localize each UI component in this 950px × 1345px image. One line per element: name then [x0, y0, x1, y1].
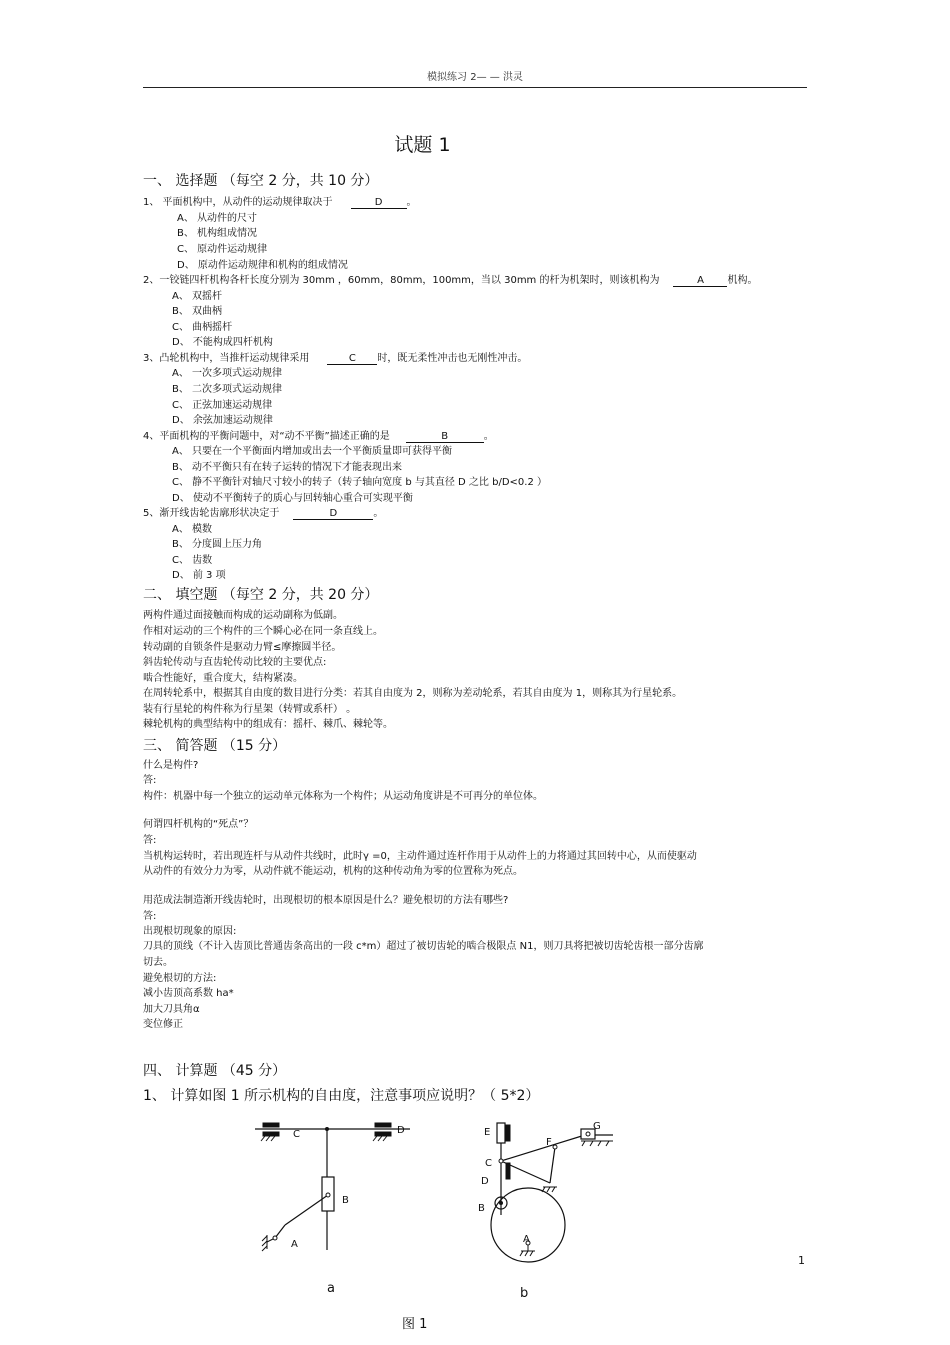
- question-3-text: 3、凸轮机构中，当推杆运动规律采用: [143, 353, 310, 364]
- short-answer-line: 从动件的有效分力为零，从动件就不能运动，机构的这种传动角为零的位置称为死点。: [143, 866, 523, 877]
- page-number: 1: [798, 1254, 805, 1267]
- question-3-end: 时，既无柔性冲击也无刚性冲击。: [377, 353, 528, 364]
- short-answer-line: 什么是构件?: [143, 760, 199, 771]
- option: D、 使动不平衡转子的质心与回转轴心重合可实现平衡: [172, 493, 413, 504]
- fill-line: 斜齿轮传动与直齿轮传动比较的主要优点:: [143, 657, 327, 668]
- short-answer-line: 避免根切的方法:: [143, 973, 217, 984]
- question-1-text: 1、 平面机构中，从动件的运动规律取决于: [143, 197, 333, 208]
- option: B、 分度圆上压力角: [172, 539, 263, 550]
- question-2: [143, 271, 757, 287]
- option: B、 双曲柄: [172, 306, 223, 317]
- option: C、 曲柄摇杆: [172, 322, 233, 333]
- option: B、 二次多项式运动规律: [172, 384, 283, 395]
- option: A、 模数: [172, 524, 213, 535]
- short-answer-line: 答:: [143, 911, 157, 922]
- short-answer-line: 当机构运转时，若出现连杆与从动件共线时，此时γ =0，主动件通过连杆作用于从动件上的力将通过其回转中心，从而使驱动: [143, 851, 697, 862]
- subfigure-a-label: a: [327, 1281, 335, 1296]
- question-4-end: 。: [483, 431, 494, 442]
- mechanism-a-diagram: [255, 1115, 415, 1260]
- label-c: C: [293, 1129, 300, 1140]
- subfigure-b-label: b: [520, 1286, 529, 1301]
- question-5-answer: D: [293, 508, 373, 520]
- short-answer-line: 答:: [143, 835, 157, 846]
- label-d: D: [397, 1125, 405, 1136]
- question-5-text: 5、渐开线齿轮齿廓形状决定于: [143, 508, 280, 519]
- label-a: A: [523, 1234, 530, 1245]
- joint-c: [325, 1127, 329, 1131]
- short-answer-line: 用范成法制造渐开线齿轮时，出现根切的根本原因是什么？避免根切的方法有哪些?: [143, 895, 509, 906]
- label-d: D: [481, 1176, 489, 1187]
- option: D、 前 3 项: [172, 570, 226, 581]
- section-2-heading: 二、 填空题 （每空 2 分，共 20 分）: [143, 587, 379, 603]
- section-1-heading: 一、 选择题 （每空 2 分，共 10 分）: [143, 173, 379, 189]
- option: D、 余弦加速运动规律: [172, 415, 273, 426]
- question-3: [143, 349, 527, 365]
- short-answer-line: 刀具的顶线（不计入齿顶比普通齿条高出的一段 c*m）超过了被切齿轮的啮合极限点 N1，则刀具将把被切齿轮齿根一部分齿廓: [143, 941, 704, 952]
- option: A、 只要在一个平衡面内增加或出去一个平衡质量即可获得平衡: [172, 446, 453, 457]
- short-answer-line: 切去。: [143, 957, 173, 968]
- question-1: [143, 193, 417, 209]
- option: A、 双摇杆: [172, 291, 223, 302]
- short-answer-line: 变位修正: [143, 1019, 183, 1030]
- fill-line: 转动副的自锁条件是驱动力臂≤摩擦圆半径。: [143, 642, 342, 653]
- fill-line: 作相对运动的三个构件的三个瞬心必在同一条直线上。: [143, 626, 383, 637]
- option: B、 机构组成情况: [177, 228, 258, 239]
- label-f: F: [546, 1137, 552, 1148]
- question-2-answer: A: [673, 275, 727, 287]
- fill-line: 装有行星轮的构件称为行星架（转臂或系杆） 。: [143, 704, 357, 715]
- option: A、 一次多项式运动规律: [172, 368, 283, 379]
- page-title: 试题 1: [394, 134, 451, 156]
- short-answer-line: 出现根切现象的原因:: [143, 926, 237, 937]
- mechanism-b-diagram: [473, 1115, 623, 1265]
- label-b: B: [478, 1203, 485, 1214]
- question-4-answer: B: [406, 431, 484, 443]
- fill-line: 啮合性能好，重合度大，结构紧凑。: [143, 673, 303, 684]
- option: C、 齿数: [172, 555, 213, 566]
- section-3-heading: 三、 简答题 （15 分）: [143, 738, 287, 754]
- option: D、 原动件运动规律和机构的组成情况: [177, 260, 348, 271]
- fill-line: 棘轮机构的典型结构中的组成有：摇杆、棘爪、棘轮等。: [143, 719, 393, 730]
- label-c: C: [485, 1158, 492, 1169]
- option: A、 从动件的尺寸: [177, 213, 258, 224]
- question-5: [143, 504, 383, 520]
- short-answer-line: 减小齿顶高系数 ha*: [143, 988, 234, 999]
- question-1-end: 。: [406, 197, 417, 208]
- fill-line: 两构件通过面接触而构成的运动副称为低副。: [143, 610, 343, 621]
- short-answer-line: 何谓四杆机构的“死点”？: [143, 819, 254, 830]
- option: C、 正弦加速运动规律: [172, 400, 273, 411]
- question-4-text: 4、平面机构的平衡问题中，对“动不平衡”描述正确的是: [143, 431, 390, 442]
- short-answer-line: 构件：机器中每一个独立的运动单元体称为一个构件；从运动角度讲是不可再分的单位体。: [143, 791, 543, 802]
- question-2-end: 机构。: [727, 275, 758, 286]
- option: C、 静不平衡针对轴尺寸较小的转子（转子轴向宽度 b 与其直径 D 之比 b/D<0.2 ）: [172, 477, 547, 488]
- label-a: A: [291, 1239, 298, 1250]
- header-rule: [143, 87, 807, 88]
- short-answer-line: 答:: [143, 775, 157, 786]
- option: C、 原动件运动规律: [177, 244, 268, 255]
- question-2-text: 2、一铰链四杆机构各杆长度分别为 30mm ，60mm，80mm，100mm，当以 30mm 的杆为机架时，则该机构为: [143, 275, 660, 286]
- short-answer-line: 加大刀具角α: [143, 1004, 200, 1015]
- label-g: G: [593, 1121, 601, 1132]
- option: B、 动不平衡只有在转子运转的情况下才能表现出来: [172, 462, 403, 473]
- section-4-heading: 四、 计算题 （45 分）: [143, 1063, 287, 1079]
- question-1-answer: D: [351, 197, 407, 209]
- question-3-answer: C: [327, 353, 377, 365]
- figure-caption: 图 1: [402, 1317, 428, 1332]
- page-header: 模拟练习 2— — 洪灵: [427, 72, 523, 83]
- option: D、 不能构成四杆机构: [172, 337, 273, 348]
- label-b: B: [342, 1195, 349, 1206]
- calc-question-1: 1、 计算如图 1 所示机构的自由度，注意事项应说明？（ 5*2）: [143, 1088, 540, 1104]
- fill-line: 在周转轮系中，根据其自由度的数目进行分类：若其自由度为 2，则称为差动轮系，若其自由度为 1，则称其为行星轮系。: [143, 688, 683, 699]
- question-4: [143, 427, 494, 443]
- label-e: E: [484, 1127, 491, 1138]
- question-5-end: 。: [373, 508, 384, 519]
